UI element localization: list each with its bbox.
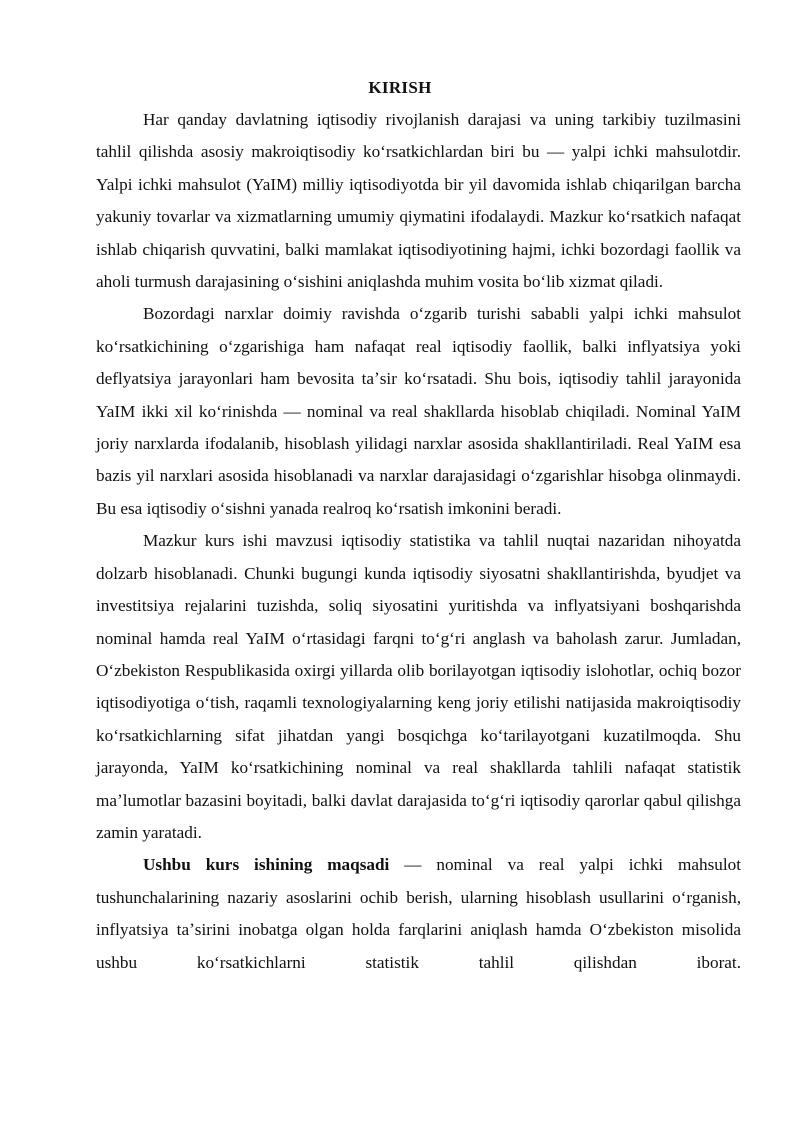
paragraph-2: Bozordagi narxlar doimiy ravishda oʻzgarib turishi sababli yalpi ichki mahsulot koʻrsatkichining oʻzgarishiga ham nafaqat real iqtisodiy faollik, balki inflyatsiya yoki deflyatsiya jarayonlari ham bevosita taʼsir koʻrsatadi. Shu bois, iqtisodiy tahlil jarayonida YaIM ikki xil koʻrinishda — nominal va real shakllarda hisoblab chiqiladi. Nominal YaIM joriy narxlarda ifodalanib, hisoblash yilidagi narxlar asosida shakllantiriladi. Real YaIM esa bazis yil narxlari asosida hisoblanadi va narxlar darajasidagi oʻzgarishlar hisobga olinmaydi. Bu esa iqtisodiy oʻsishni yanada realroq koʻrsatish imkonini beradi. <box>96 304 741 518</box>
paragraph-4 <box>96 849 741 979</box>
paragraph-4-lead: Ushbu kurs ishining maqsadi <box>143 855 390 875</box>
paragraph-3: Mazkur kurs ishi mavzusi iqtisodiy statistika va tahlil nuqtai nazaridan nihoyatda dolzarb hisoblanadi. Chunki bugungi kunda iqtisodiy siyosatni shakllantirishda, byudjet va investitsiya rejalarini tuzishda, soliq siyosatini yuritishda va inflyatsiyani boshqarishda nominal hamda real YaIM oʻrtasidagi farqni toʻgʻri anglash va baholash zarur. Jumladan, Oʻzbekiston Respublikasida oxirgi yillarda olib borilayotgan iqtisodiy islohotlar, ochiq bozor iqtisodiyotiga oʻtish, raqamli texnologiyalarning keng joriy etilishi natijasida makroiqtisodiy koʻrsatkichlarning sifat jihatdan yangi bosqichga koʻtarilayotgani kuzatilmoqda. Shu jarayonda, YaIM koʻrsatkichining nominal va real shakllarda tahlili nafaqat statistik maʼlumotlar bazasini boyitadi, balki davlat darajasida toʻgʻri iqtisodiy qarorlar qabul qilishga zamin yaratadi. <box>96 531 741 842</box>
body-text <box>96 104 741 979</box>
page-title: KIRISH <box>368 78 432 97</box>
paragraph-1: Har qanday davlatning iqtisodiy rivojlanish darajasi va uning tarkibiy tuzilmasini tahlil qilishda asosiy makroiqtisodiy koʻrsatkichlardan biri bu — yalpi ichki mahsulotdir. Yalpi ichki mahsulot (YaIM) milliy iqtisodiyotda bir yil davomida ishlab chiqarilgan barcha yakuniy tovarlar va xizmatlarning umumiy qiymatini ifodalaydi. Mazkur koʻrsatkich nafaqat ishlab chiqarish quvvatini, balki mamlakat iqtisodiyotining hajmi, ichki bozordagi faollik va aholi turmush darajasining oʻsishini aniqlashda muhim vosita boʻlib xizmat qiladi. <box>96 110 741 292</box>
paragraph-4-text: — nominal va real yalpi ichki mahsulot tushunchalarining nazariy asoslarini ochib berish, ularning hisoblash usullarini oʻrganish, inflyatsiya taʼsirini inobatga olgan holda farqlarini aniqlash hamda Oʻzbekiston misolida ushbu koʻrsatkichlarni statistik tahlil qilishdan iborat. <box>96 855 741 972</box>
